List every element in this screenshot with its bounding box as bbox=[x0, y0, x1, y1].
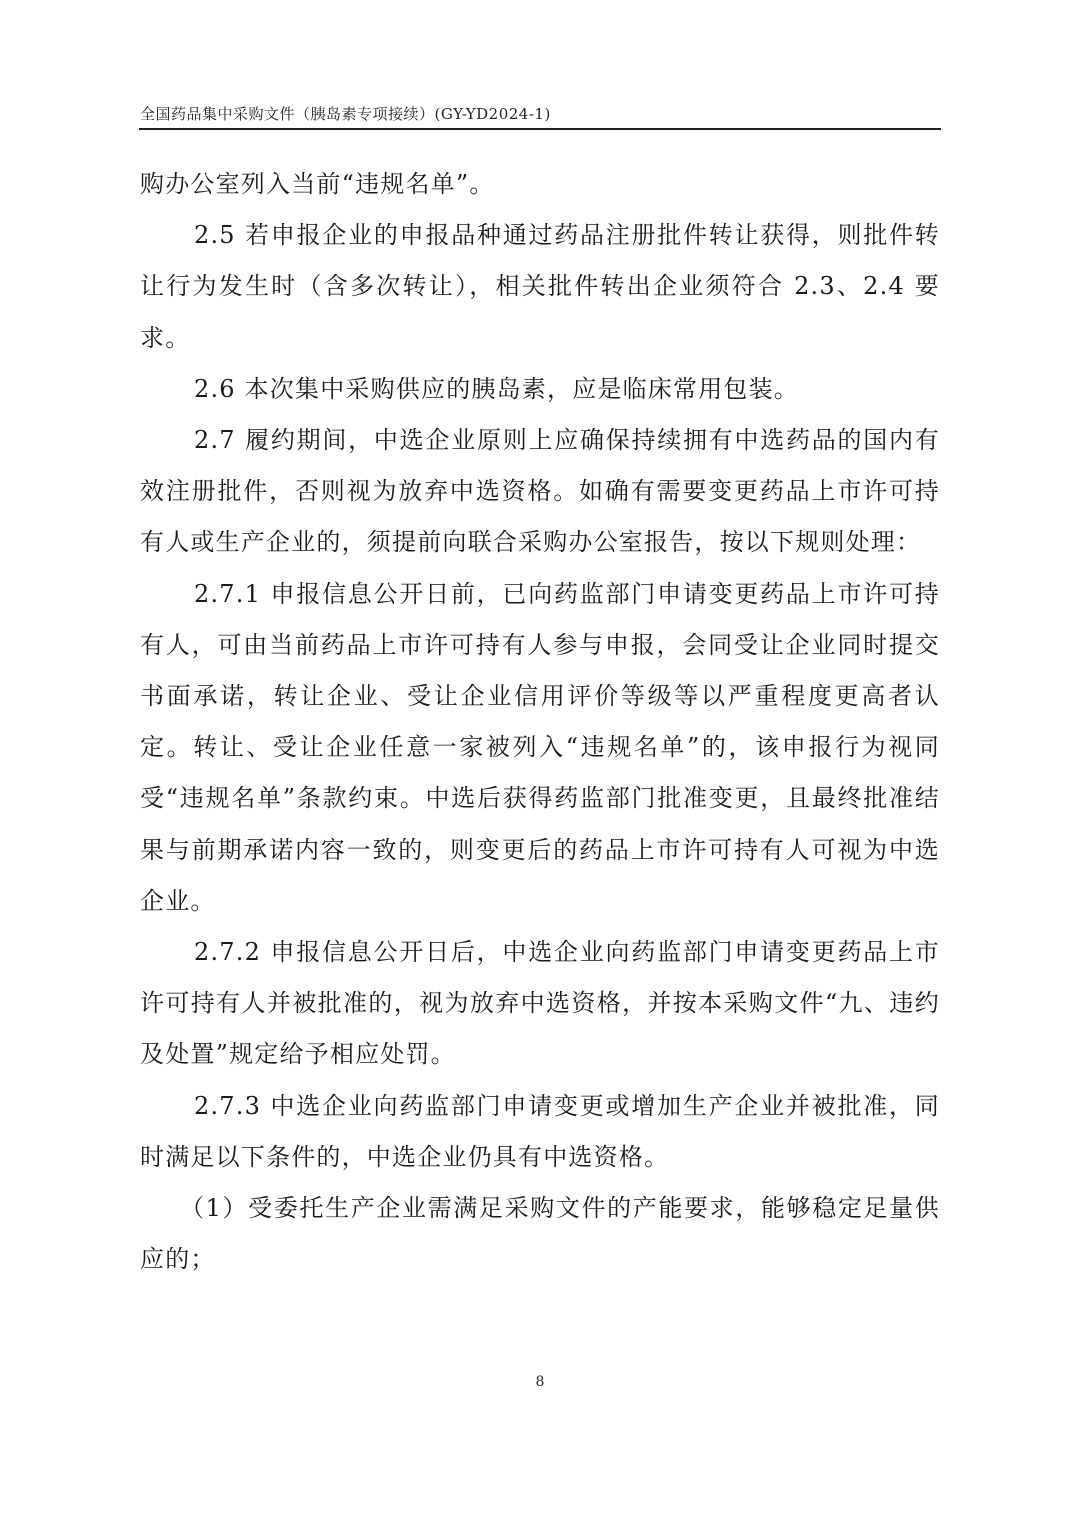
paragraph-2-7-2: 2.7.2 申报信息公开日后，中选企业向药监部门申请变更药品上市许可持有人并被批准的，视为放弃中选资格，并按本采购文件“九、违约及处置”规定给予相应处罚。 bbox=[140, 938, 940, 1069]
paragraph-2-7-1: 2.7.1 申报信息公开日前，已向药监部门申请变更药品上市许可持有人，可由当前药品上市许可持有人参与申报，会同受让企业同时提交书面承诺，转让企业、受让企业信用评价等级等以严重程度更高者认定。转让、受让企业任意一家被列入“违规名单”的，该申报行为视同受“违规名单”条款约束。中选后获得药监部门批准变更，且最终批准结果与前期承诺内容一致的，则变更后的药品上市许可持有人可视为中选企业。 bbox=[140, 579, 940, 915]
paragraph-2-7: 2.7 履约期间，中选企业原则上应确保持续拥有中选药品的国内有效注册批件，否则视为放弃中选资格。如确有需要变更药品上市许可持有人或生产企业的，须提前向联合采购办公室报告，按以下规则处理： bbox=[140, 426, 940, 557]
paragraph-item-1: （1）受委托生产企业需满足采购文件的产能要求，能够稳定足量供应的； bbox=[140, 1194, 940, 1274]
paragraph-continuation: 购办公室列入当前“违规名单”。 bbox=[140, 170, 495, 198]
running-header: 全国药品集中采购文件（胰岛素专项接续）(GY-YD2024-1) bbox=[140, 105, 551, 123]
header-rule bbox=[139, 128, 941, 130]
paragraph-2-5: 2.5 若申报企业的申报品种通过药品注册批件转让获得，则批件转让行为发生时（含多次转让），相关批件转出企业须符合 2.3、2.4 要求。 bbox=[140, 221, 940, 352]
body-text bbox=[140, 159, 940, 1285]
paragraph-2-6: 2.6 本次集中采购供应的胰岛素，应是临床常用包装。 bbox=[194, 374, 799, 403]
page-number: 8 bbox=[535, 1374, 545, 1390]
paragraph-2-7-3: 2.7.3 中选企业向药监部门申请变更或增加生产企业并被批准，同时满足以下条件的，中选企业仍具有中选资格。 bbox=[140, 1091, 940, 1171]
